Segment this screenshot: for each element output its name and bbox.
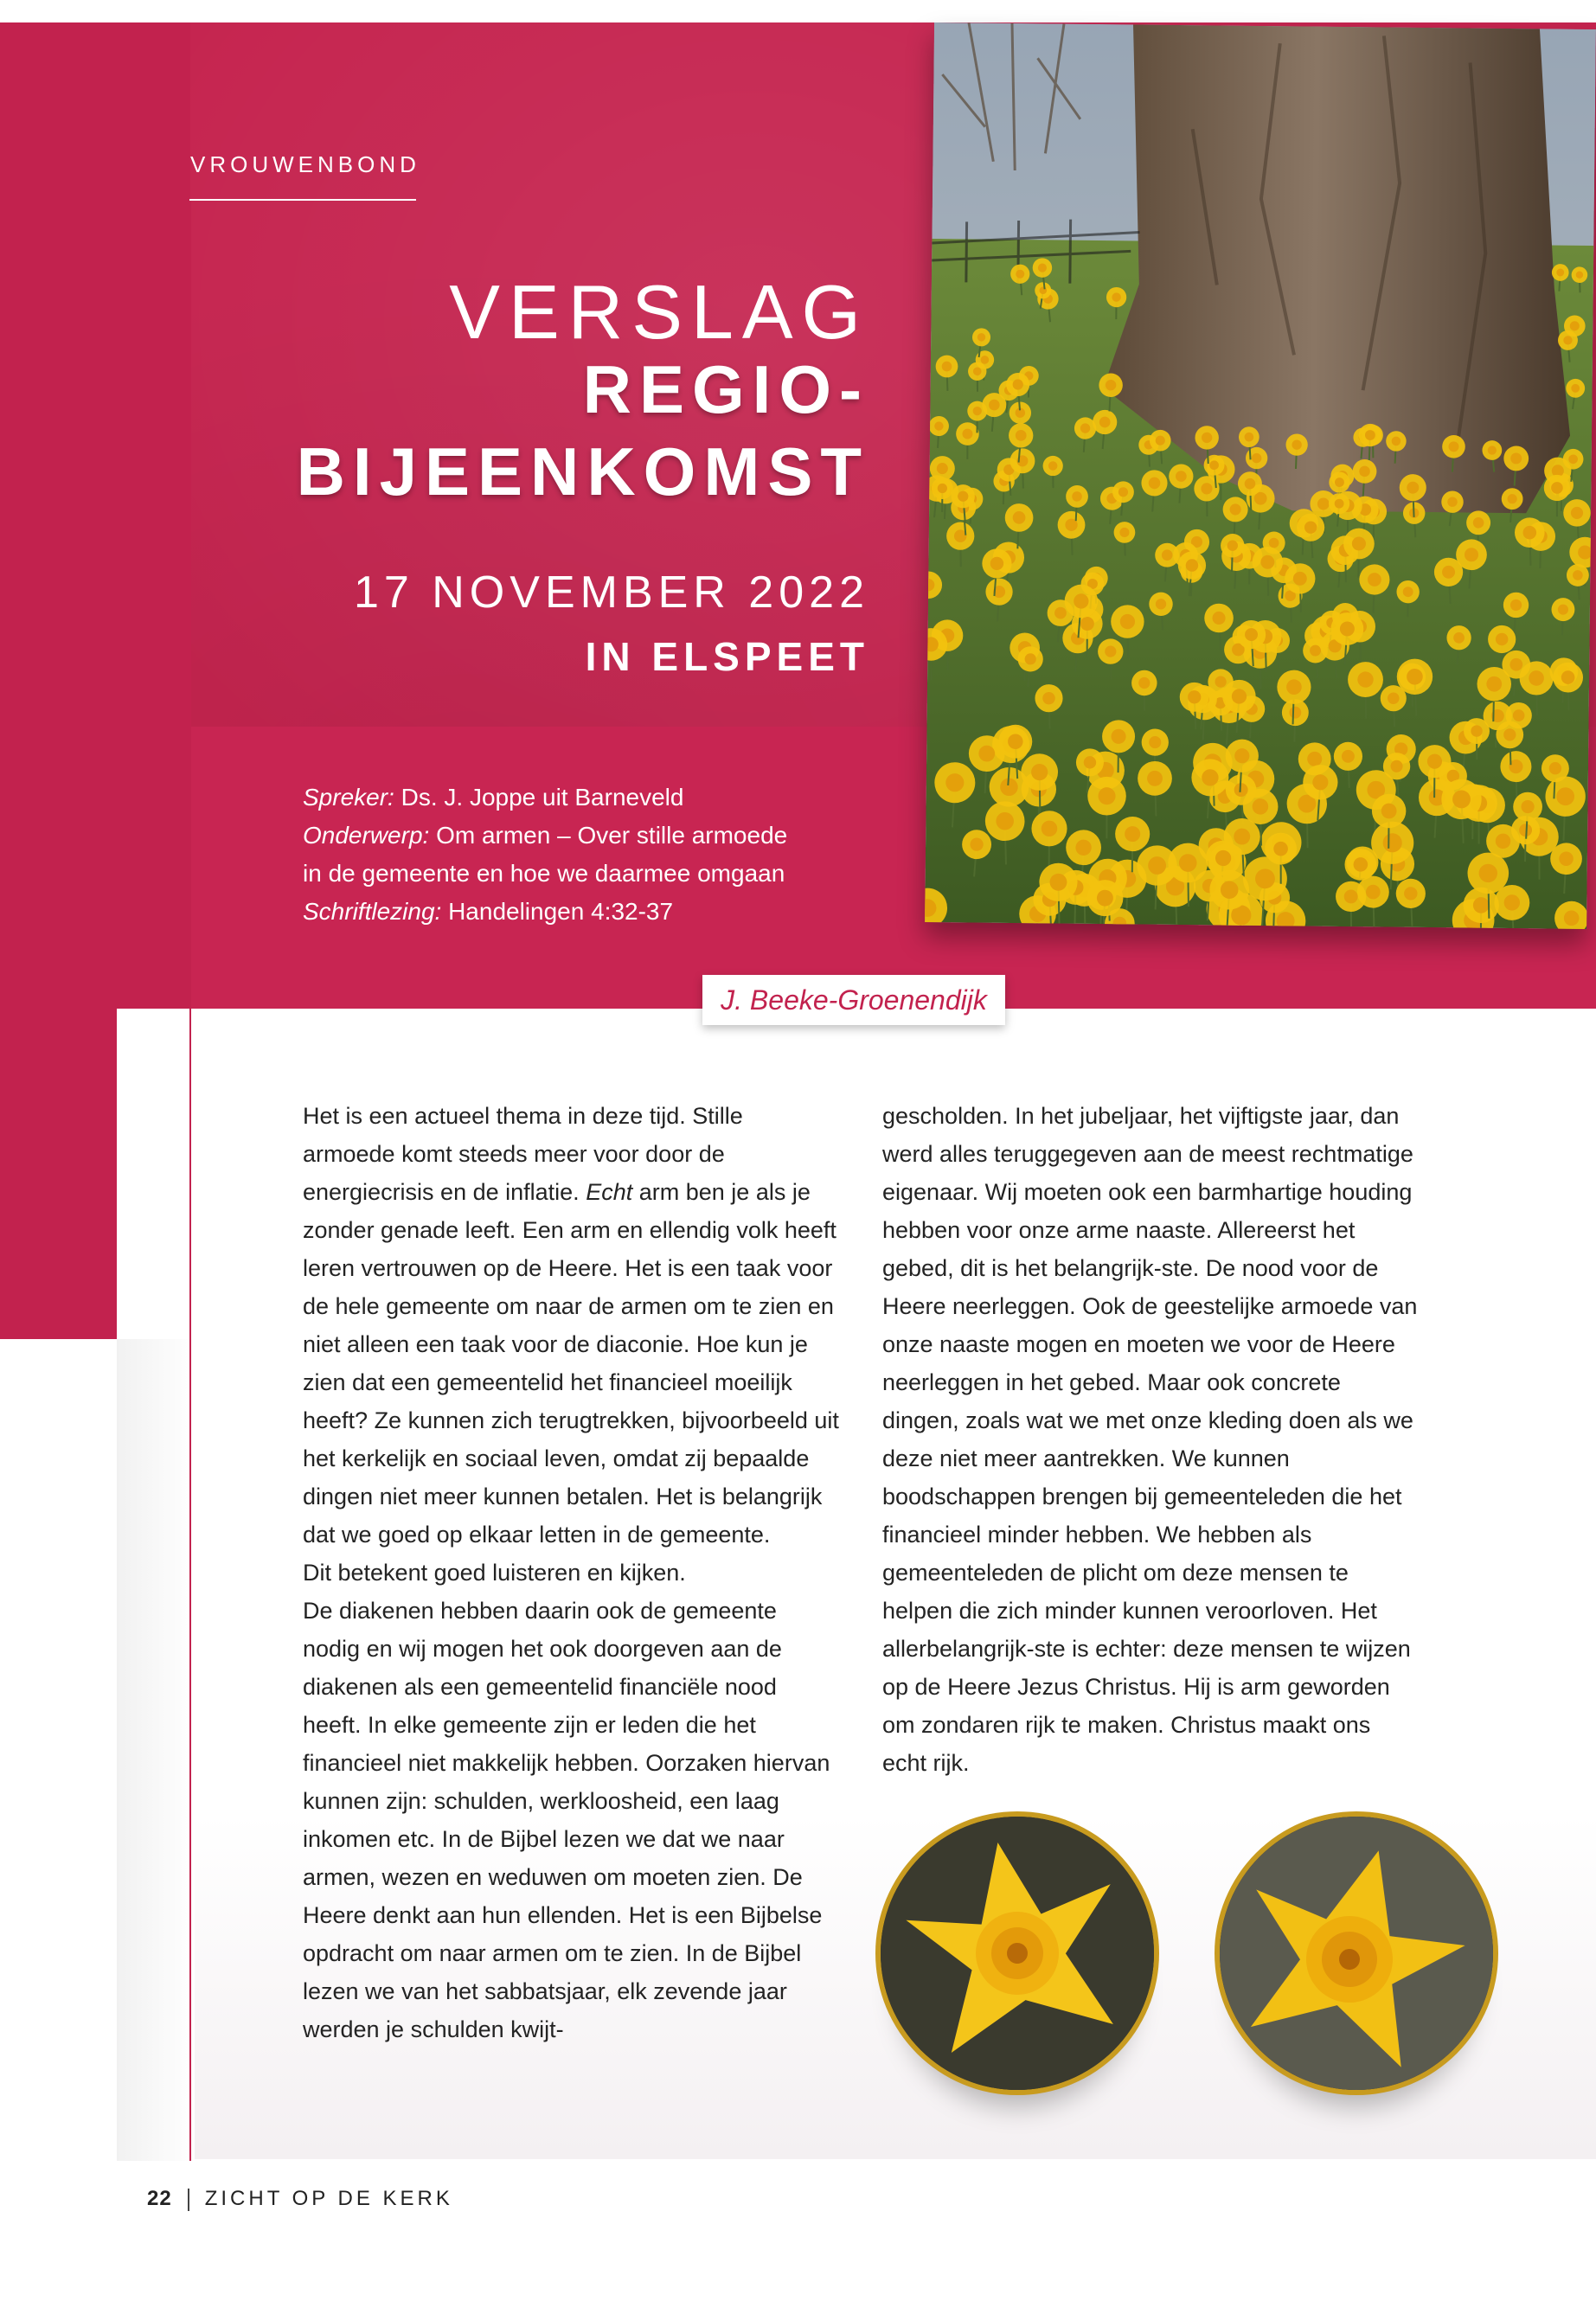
page-footer [147,2187,453,2211]
title-line-3: BIJEENKOMST [296,433,869,510]
left-margin-shade [117,1339,195,2161]
subject-label: Onderwerp: [303,822,430,849]
daffodil-tree-photo [925,22,1596,929]
article-column-2 [882,1097,1419,1782]
section-underline [189,199,416,201]
event-place: IN ELSPEET [585,634,869,679]
article-column-1 [303,1097,839,2048]
subject-line [303,817,874,855]
speaker-value: Ds. J. Joppe uit Barneveld [401,784,684,811]
daffodil-closeup-photo [1220,1817,1493,2090]
footer-divider [188,2189,189,2211]
daffodil-closeup-photo [881,1817,1154,2090]
speaker-label: Spreker: [303,784,394,811]
subject-value: Om armen – Over stille armoede [436,822,788,849]
paragraph: De diakenen hebben daarin ook de gemeente nodig en wij mogen het ook doorgeven aan de diakenen als een gemeentelid financiële nood heeft. In elke gemeente zijn er leden die het financieel niet makkelijk hebben. Oorzaken hiervan kunnen zijn: schulden, werkloosheid, een laag inkomen etc. In de Bijbel lezen we dat we naar armen, wezen en weduwen om moeten zien. De Heere denkt aan hun ellenden. Het is een Bijbelse opdracht om naar armen om te zien. In de Bijbel lezen we van het sabbatsjaar, elk zevende jaar werden je schulden kwijt- [303,1598,830,2042]
subject-line-2: in de gemeente en hoe we daarmee omgaan [303,860,785,887]
magazine-name: ZICHT OP DE KERK [204,2187,453,2210]
event-date: 17 NOVEMBER 2022 [353,567,869,618]
paragraph: Het is een actueel thema in deze tijd. Stille armoede komt steeds meer voor door de energiecrisis en de inflatie. Echt arm ben je als je zonder genade leeft. Een arm en ellendig volk heeft leren vertrouwen op de Heere. Het is een taak voor de hele gemeente om naar de armen om te zien en niet alleen een taak voor de diaconie. Hoe kun je zien dat een gemeentelid het financieel moeilijk heeft? Ze kunnen zich terugtrekken, bijvoorbeeld uit het kerkelijk en sociaal leven, omdat zij bepaalde dingen niet meer kunnen betalen. Het is belangrijk dat we goed op elkaar letten in de gemeente. [303,1103,839,1548]
title-line-2: REGIO- [582,351,869,427]
speaker-line [303,779,874,817]
paragraph: gescholden. In het jubeljaar, het vijftigste jaar, dan werd alles teruggegeven aan de meest rechtmatige eigenaar. Wij moeten ook een barmhartige houding hebben voor onze arme naaste. Allereerst het gebed, dit is het belangrijk-ste. De nood voor de Heere neerleggen. Ook de geestelijke armoede van onze naaste mogen en moeten we voor de Heere neerleggen in het gebed. Maar ook concrete dingen, zoals wat we met onze kleding doen als we deze niet meer aantrekken. We kunnen boodschappen brengen bij gemeenteleden die het financieel minder hebben. We hebben als gemeenteleden de plicht om deze mensen te helpen die zich minder kunnen veroorloven. Het allerbelangrijk-ste is echter: deze mensen te wijzen op de Heere Jezus Christus. Hij is arm geworden om zondaren rijk te maken. Christus maakt ons echt rijk. [882,1103,1418,1776]
paragraph: Dit betekent goed luisteren en kijken. [303,1560,686,1586]
reading-label: Schriftlezing: [303,898,442,925]
reading-value: Handelingen 4:32-37 [448,898,674,925]
event-meta [303,779,874,931]
reading-line [303,893,874,931]
page-number: 22 [147,2187,172,2210]
frame-line [189,201,191,2161]
top-margin [0,0,1596,22]
author-byline: J. Beeke-Groenendijk [702,975,1005,1025]
section-label: VROUWENBOND [190,151,420,177]
title-line-1: VERSLAG [449,269,869,355]
